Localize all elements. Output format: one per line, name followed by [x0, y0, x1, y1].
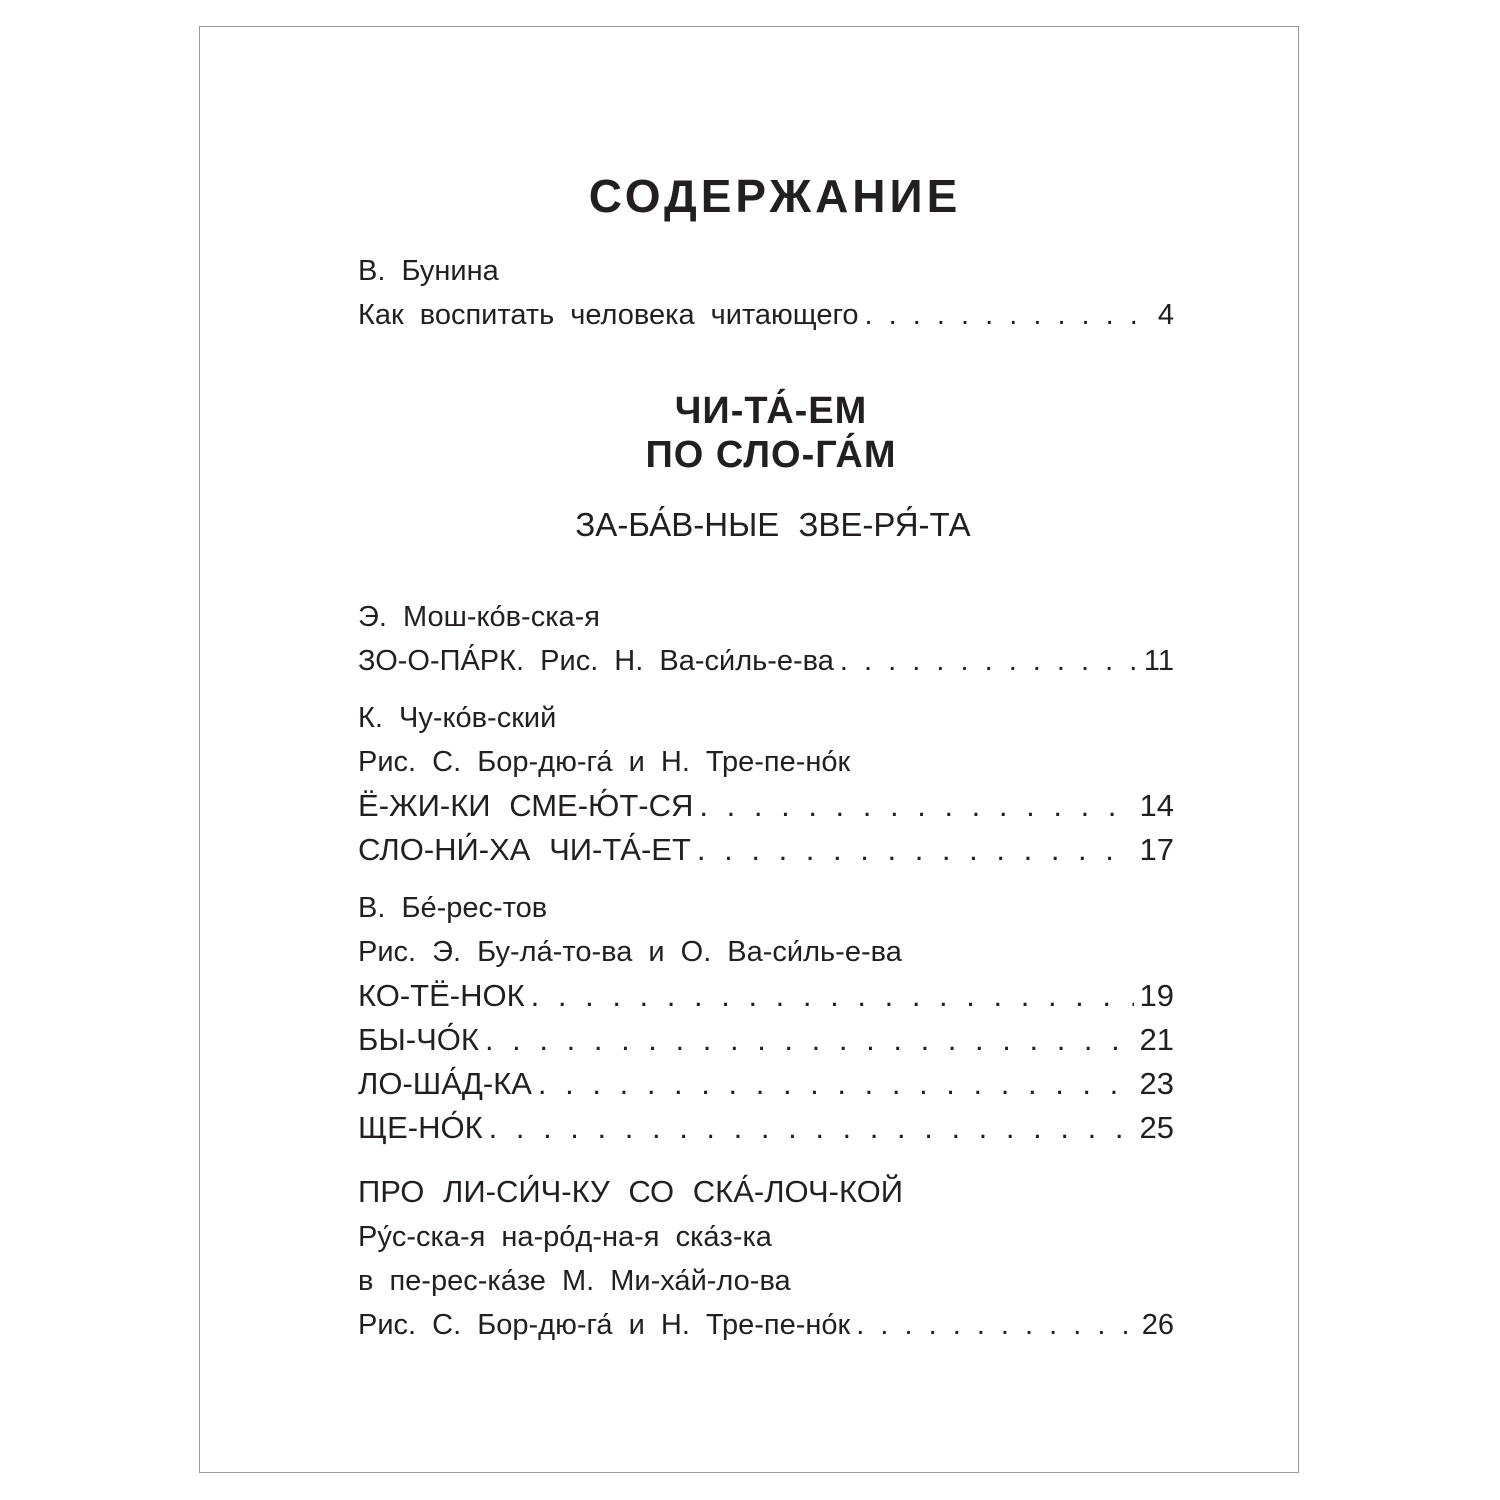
toc-entry-page: 4	[1157, 299, 1174, 331]
toc-entry[interactable]	[358, 643, 1174, 679]
group-author: В. Бе́-рес-тов	[358, 892, 548, 924]
dot-leader	[840, 643, 1138, 679]
toc-entry[interactable]	[358, 1109, 1174, 1147]
toc-entry-title: Как воспитать человека читающего	[358, 299, 859, 331]
toc-entry-page: 14	[1139, 788, 1174, 823]
group-illustrators: Рис. Э. Бу-ла́-то-ва и О. Ва-си́ль-е-ва	[358, 936, 902, 968]
dot-leader	[489, 1109, 1134, 1147]
dot-leader	[538, 1065, 1134, 1103]
dot-leader	[699, 787, 1133, 825]
section-subtitle: ЗА-БА́В-НЫЕ ЗВЕ-РЯ́-ТА	[575, 506, 971, 543]
toc-entry[interactable]	[358, 1307, 1174, 1343]
toc-entry-title: ЛО-ША́Д-КА	[358, 1066, 532, 1101]
toc-entry-title: ЗО-О-ПА́РК. Рис. Н. Ва-си́ль-е-ва	[358, 645, 834, 677]
toc-entry-title: ЩЕ-НО́К	[358, 1110, 483, 1145]
dot-leader	[485, 1021, 1134, 1059]
toc-entry-title: КО-ТЁ-НОК	[358, 978, 525, 1013]
toc-entry-title: БЫ-ЧО́К	[358, 1022, 479, 1057]
toc-entry[interactable]	[358, 787, 1174, 825]
group-author: К. Чу-ко́в-ский	[358, 702, 557, 734]
dot-leader	[865, 297, 1152, 333]
toc-entry-page: 23	[1139, 1066, 1174, 1101]
dot-leader	[697, 831, 1134, 869]
group-illustrators: Рис. С. Бор-дю-га́ и Н. Тре-пе-но́к	[358, 746, 851, 778]
intro-author: В. Бунина	[358, 255, 499, 287]
toc-entry-page: 26	[1141, 1309, 1174, 1341]
toc-entry-page: 17	[1139, 832, 1174, 867]
toc-entry-title: Рис. С. Бор-дю-га́ и Н. Тре-пе-но́к	[358, 1309, 851, 1341]
dot-leader	[856, 1307, 1135, 1343]
toc-entry[interactable]	[358, 297, 1174, 333]
group-author: Э. Мош-ко́в-ска-я	[358, 601, 601, 633]
toc-entry[interactable]	[358, 1065, 1174, 1103]
toc-entry-page: 25	[1139, 1110, 1174, 1145]
story-title: ПРО ЛИ-СИ́Ч-КУ СО СКА́-ЛОЧ-КОЙ	[358, 1174, 904, 1209]
story-retelling: в пе-рес-ка́зе М. Ми-ха́й-ло-ва	[358, 1265, 791, 1297]
toc-entry[interactable]	[358, 831, 1174, 869]
toc-entry[interactable]	[358, 1021, 1174, 1059]
toc-entry-page: 21	[1139, 1022, 1174, 1057]
section-title-line-2: ПО СЛО-ГА́М	[645, 434, 897, 476]
section-title-line-1: ЧИ-ТА́-ЕМ	[674, 390, 868, 432]
toc-entry-page: 11	[1143, 645, 1174, 677]
dot-leader	[531, 977, 1134, 1015]
toc-entry-page: 19	[1139, 978, 1174, 1013]
toc-entry-title: Ё-ЖИ-КИ СМЕ-Ю́Т-СЯ	[358, 788, 694, 823]
toc-entry-title: СЛО-НИ́-ХА ЧИ-ТА́-ЕТ	[358, 832, 691, 867]
contents-title: СОДЕРЖАНИЕ	[588, 170, 962, 222]
story-subtitle: Ру́с-ска-я на-ро́д-на-я ска́з-ка	[358, 1221, 772, 1253]
toc-entry[interactable]	[358, 977, 1174, 1015]
